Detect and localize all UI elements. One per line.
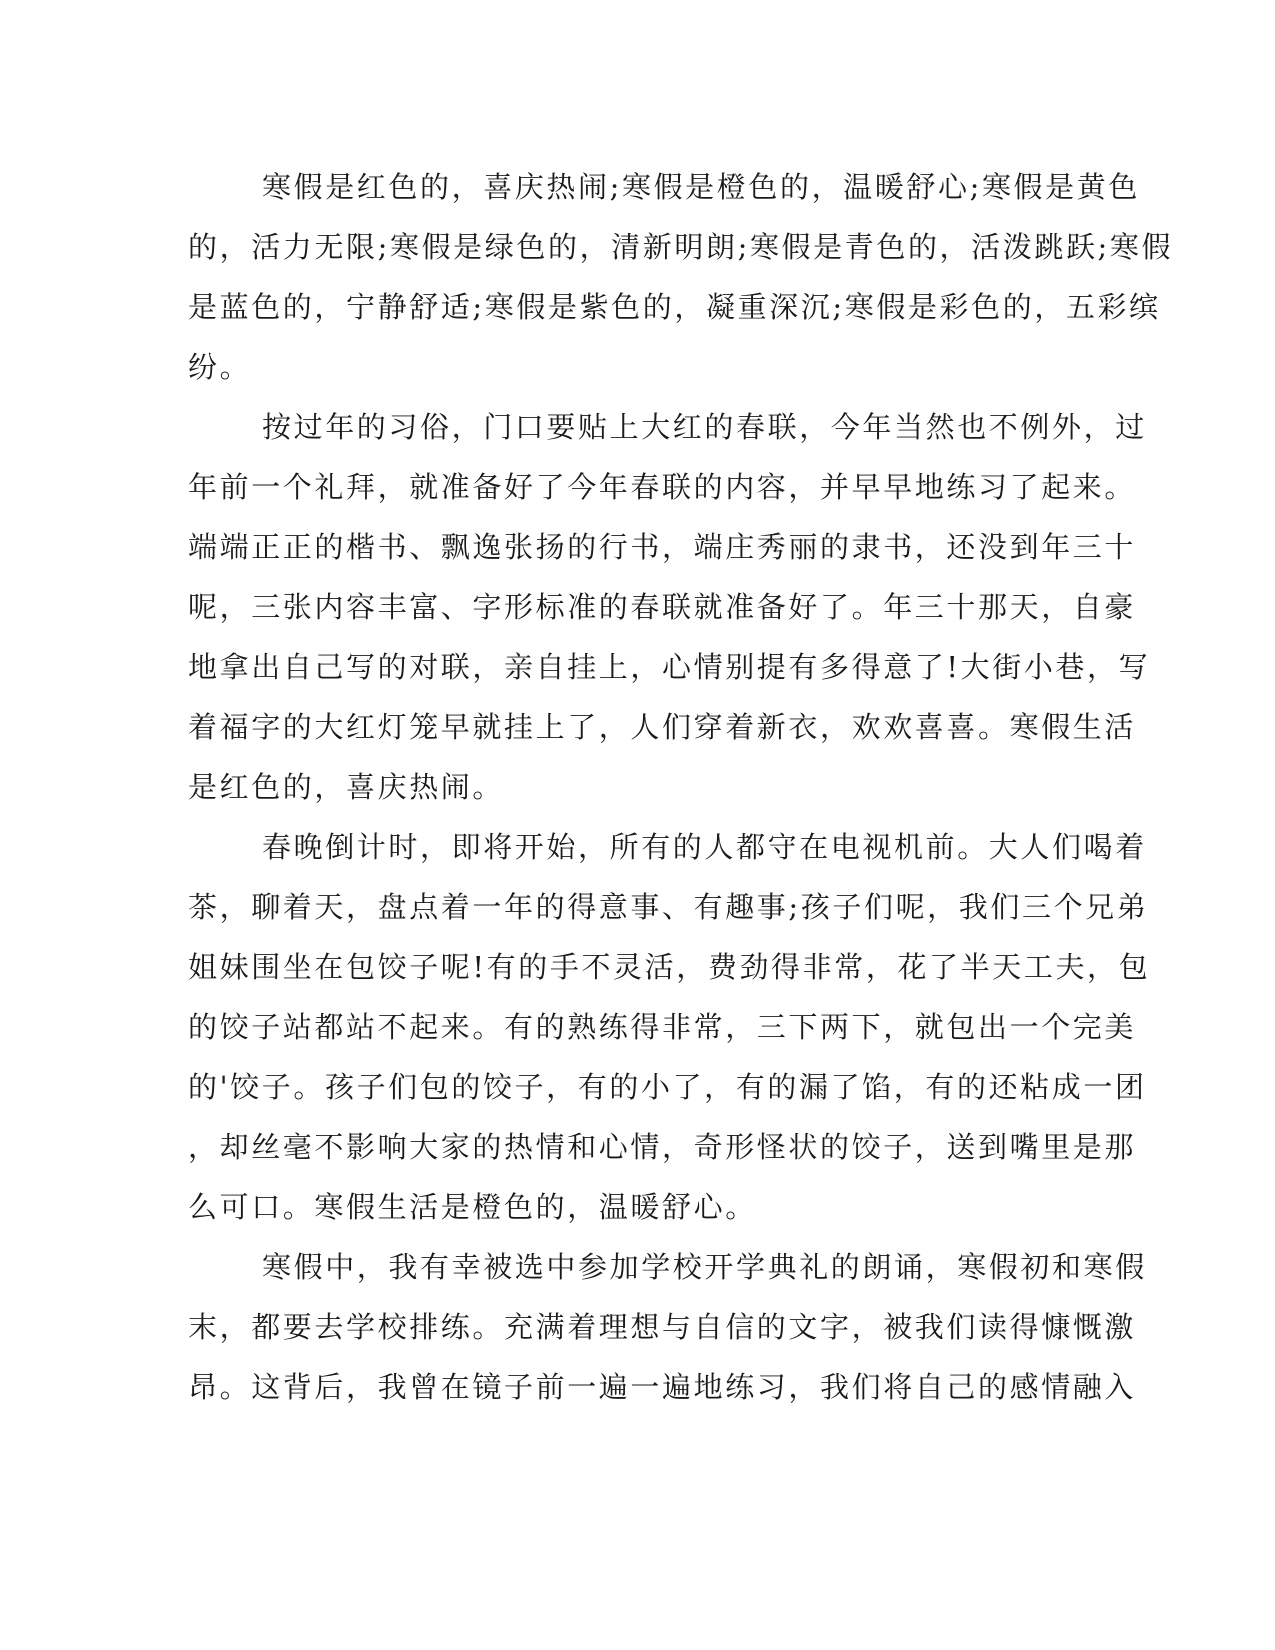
text-line: 的'饺子。孩子们包的饺子，有的小了，有的漏了馅，有的还粘成一团 [188,1070,1147,1104]
text-line: 的饺子站都站不起来。有的熟练得非常，三下两下，就包出一个完美 [188,1010,1137,1044]
text-line: 春晚倒计时，即将开始，所有的人都守在电视机前。大人们喝着 [262,830,1147,864]
text-line: 年前一个礼拜，就准备好了今年春联的内容，并早早地练习了起来。 [188,470,1137,504]
text-line: 末，都要去学校排练。充满着理想与自信的文字，被我们读得慷慨激 [188,1310,1137,1344]
text-line: 着福字的大红灯笼早就挂上了，人们穿着新衣，欢欢喜喜。寒假生活 [188,710,1137,744]
text-line: 是红色的，喜庆热闹。 [188,770,505,804]
text-line: 昂。这背后，我曾在镜子前一遍一遍地练习，我们将自己的感情融入 [188,1370,1137,1404]
document-body [188,157,1174,1417]
text-line: 地拿出自己写的对联，亲自挂上，心情别提有多得意了!大街小巷，写 [188,650,1151,684]
text-line: 寒假中，我有幸被选中参加学校开学典礼的朗诵，寒假初和寒假 [262,1250,1147,1284]
text-line: 呢，三张内容丰富、字形标准的春联就准备好了。年三十那天，自豪 [188,590,1137,624]
text-line: 姐妹围坐在包饺子呢!有的手不灵活，费劲得非常，花了半天工夫，包 [188,950,1151,984]
text-line: 茶，聊着天，盘点着一年的得意事、有趣事;孩子们呢，我们三个兄弟 [188,890,1149,924]
paragraph-2 [188,397,1151,817]
text-line: 是蓝色的，宁静舒适;寒假是紫色的，凝重深沉;寒假是彩色的，五彩缤 [188,290,1161,324]
paragraph-3 [188,817,1151,1237]
text-line: 寒假是红色的，喜庆热闹;寒假是橙色的，温暖舒心;寒假是黄色 [262,170,1140,204]
text-line: 端端正正的楷书、飘逸张扬的行书，端庄秀丽的隶书，还没到年三十 [188,530,1137,564]
paragraph-4 [188,1237,1147,1417]
text-line: 的，活力无限;寒假是绿色的，清新明朗;寒假是青色的，活泼跳跃;寒假 [188,230,1174,264]
paragraph-1 [188,157,1174,397]
text-line: ，却丝毫不影响大家的热情和心情，奇形怪状的饺子，送到嘴里是那 [188,1130,1137,1164]
text-line: 纷。 [188,350,252,384]
text-line: 么可口。寒假生活是橙色的，温暖舒心。 [188,1190,757,1224]
text-line: 按过年的习俗，门口要贴上大红的春联，今年当然也不例外，过 [262,410,1147,444]
